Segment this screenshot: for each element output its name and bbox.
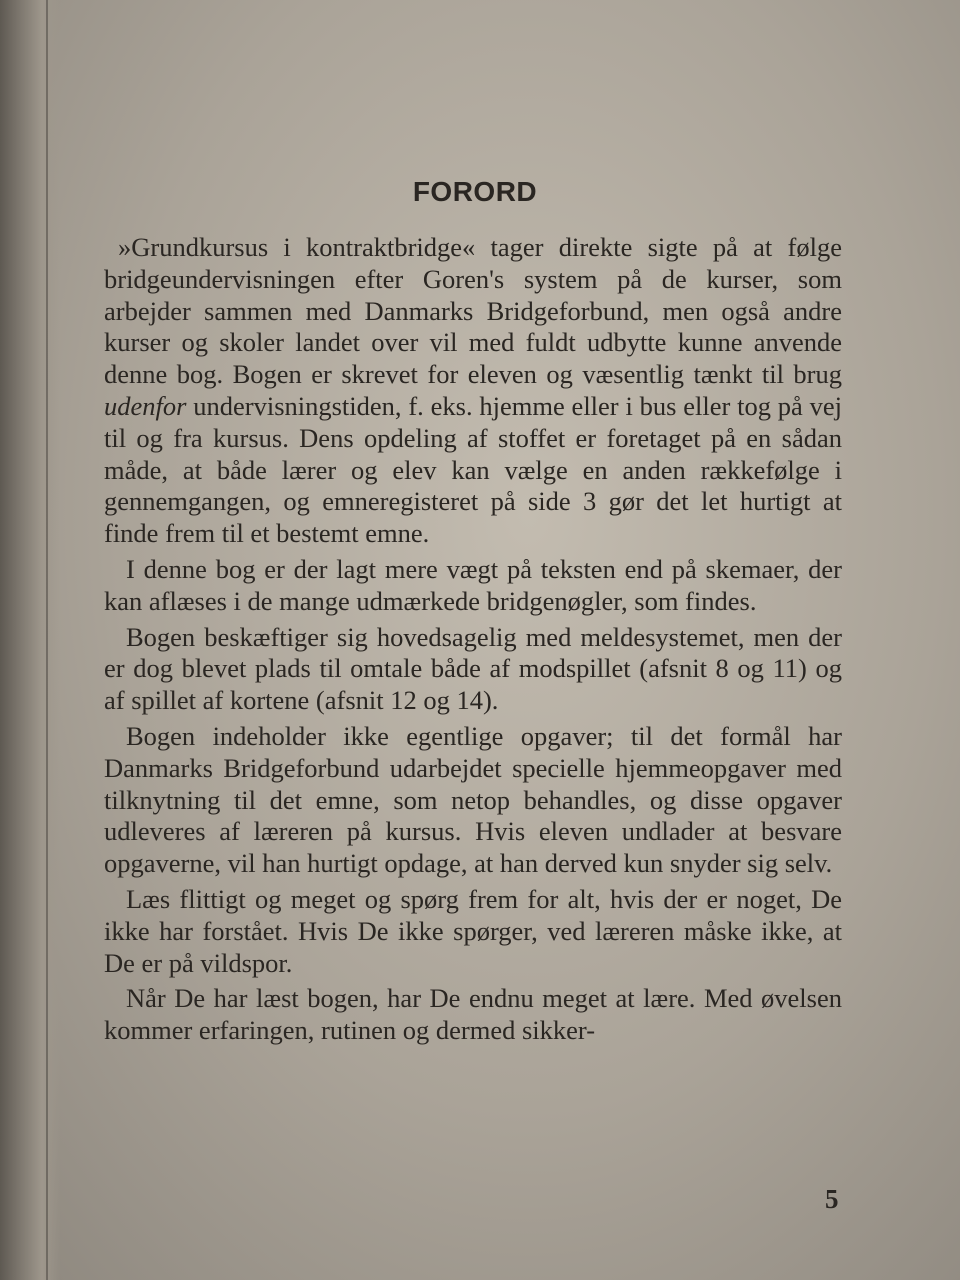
page-title: FORORD: [412, 176, 538, 207]
paragraph-1: [104, 232, 842, 550]
paragraph-2: I denne bog er der lagt mere vægt på teksten end på skemaer, der kan aflæses i de mange udmærkede bridgenøgler, som findes.: [104, 553, 842, 616]
paragraph-1-emphasis: udenfor: [104, 390, 187, 421]
paragraph-1-text-end: undervisningstiden, f. eks. hjemme eller i bus eller tog på vej til og fra kursus. Dens opdeling af stoffet er foretaget på en sådan måde, at både lærer og elev kan vælge en anden rækkefølge i gennemgangen, og emneregisteret på side 3 gør det let hurtigt at finde frem til et bestemt emne.: [104, 390, 842, 549]
paragraph-1-text-start: »Grundkursus i kontraktbridge« tager direkte sigte på at følge bridgeundervisningen efter Goren's system på de kurser, som arbejder sammen med Danmarks Bridgeforbund, men også andre kurser og skoler landet over vil med fuldt udbytte kunne anvende denne bog. Bogen er skrevet for eleven og væsentlig tænkt til brug: [104, 232, 842, 390]
page-number: 5: [825, 1184, 839, 1214]
paragraph-3: Bogen beskæftiger sig hovedsagelig med meldesystemet, men der er dog blevet plads til omtale både af modspillet (afsnit 8 og 11) og af spillet af kortene (afsnit 12 og 14).: [104, 621, 842, 716]
body-text: [104, 232, 842, 1051]
paragraph-5: Læs flittigt og meget og spørg frem for alt, hvis der er noget, De ikke har forstået. Hvis De ikke spørger, ved læreren måske ikke, at De er på vildspor.: [104, 883, 842, 978]
paragraph-6: Når De har læst bogen, har De endnu meget at lære. Med øvelsen kommer erfaringen, rutinen og dermed sikker-: [104, 983, 842, 1046]
paragraph-4: Bogen indeholder ikke egentlige opgaver; til det formål har Danmarks Bridgeforbund udarbejdet specielle hjemmeopgaver med tilknytning til det emne, som netop behandles, og disse opgaver udleveres af læreren på kursus. Hvis eleven undlader at besvare opgaverne, vil han hurtigt opdage, at han derved kun snyder sig selv.: [104, 720, 842, 879]
